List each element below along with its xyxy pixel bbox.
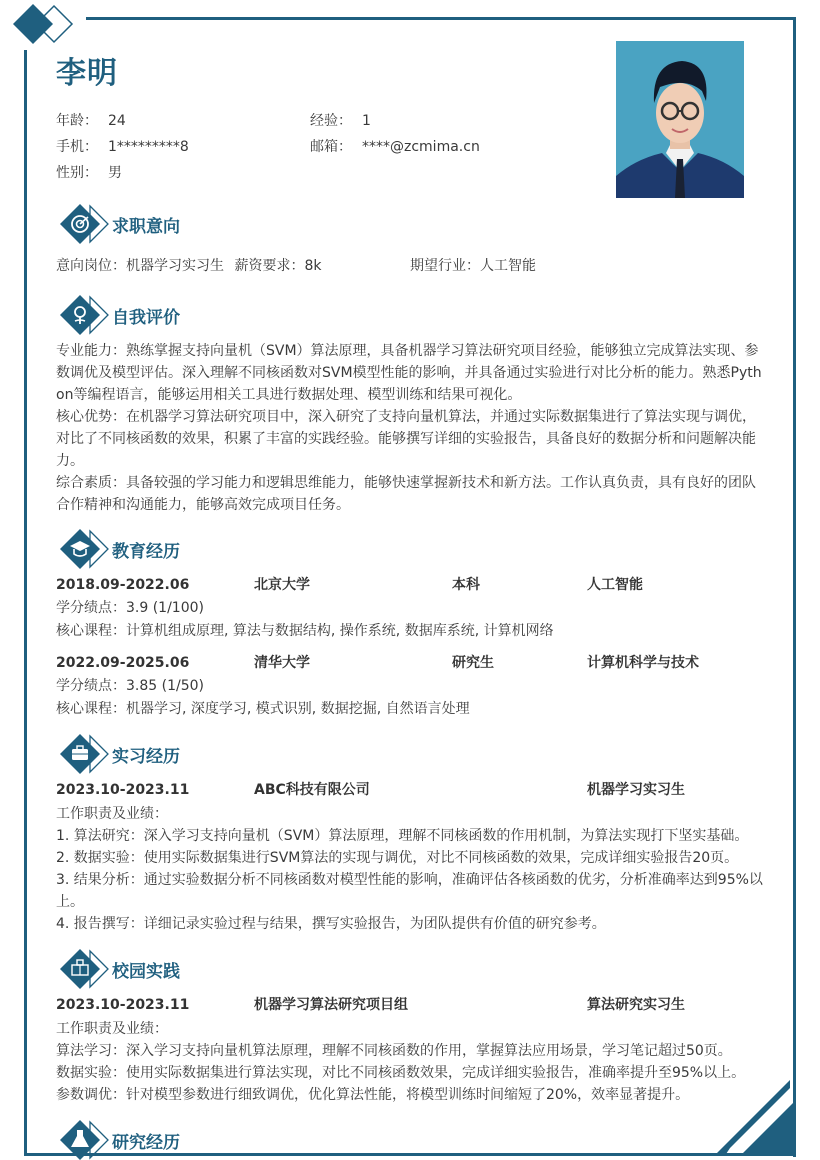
candidate-name: 李明 — [56, 56, 118, 91]
edu-2-school: 清华大学 — [254, 655, 310, 671]
gender-field — [56, 163, 122, 183]
salary-label: 薪资要求： — [234, 258, 305, 274]
edu-1-school: 北京大学 — [254, 577, 310, 593]
campus-item-1: 算法学习：深入学习支持向量机算法原理，理解不同核函数的作用，掌握算法应用场景，学习笔记超过50页。 — [56, 1043, 732, 1059]
campus-duty-label: 工作职责及业绩： — [56, 1021, 168, 1037]
intern-role: 机器学习实习生 — [587, 782, 685, 798]
self-eval-professional: 专业能力：熟练掌握支持向量机（SVM）算法原理，具备机器学习算法研究项目经验，能够独立完成算法实现、参数调优及模型评估。深入理解不同核函数对SVM模型性能的影响，并具备通过实验进行对比分析的能力。熟悉Python等编程语言，能够运用相关工具进行数据处理、模型训练和结果可视化。 — [56, 343, 762, 403]
email-value: ****@zcmima.cn — [362, 139, 480, 155]
section-header-intent — [58, 204, 180, 244]
experience-label: 经验： — [310, 113, 352, 129]
profile-photo — [616, 41, 744, 198]
campus-period: 2023.10-2023.11 — [56, 997, 190, 1013]
email-label: 邮箱： — [310, 139, 352, 155]
frame-right-border — [793, 17, 796, 1157]
section-header-research — [58, 1120, 180, 1160]
email-field — [310, 137, 480, 157]
edu-2-period: 2022.09-2025.06 — [56, 655, 190, 671]
section-header-internship — [58, 734, 180, 774]
campus-role: 算法研究实习生 — [587, 997, 685, 1013]
industry-label: 期望行业： — [410, 258, 480, 274]
target-icon — [58, 204, 112, 244]
salary-value: 8k — [304, 258, 322, 274]
flask-icon — [58, 1120, 112, 1160]
intern-item-4: 4. 报告撰写：详细记录实验过程与结果，撰写实验报告，为团队提供有价值的研究参考。 — [56, 916, 606, 932]
edu-1-degree: 本科 — [452, 577, 480, 593]
section-header-campus — [58, 949, 180, 989]
flower-icon — [58, 295, 112, 335]
section-title: 实习经历 — [112, 746, 180, 767]
age-value: 24 — [108, 113, 126, 129]
edu-1-courses: 核心课程：计算机组成原理, 算法与数据结构, 操作系统, 数据库系统, 计算机网络 — [56, 623, 554, 639]
section-title: 自我评价 — [112, 307, 180, 328]
briefcase-icon — [58, 734, 112, 774]
graduation-cap-icon — [58, 529, 112, 569]
campus-item-2: 数据实验：使用实际数据集进行算法实现，对比不同核函数效果，完成详细实验报告，准确率提升至95%以上。 — [56, 1065, 746, 1081]
self-eval-core-strength: 核心优势：在机器学习算法研究项目中，深入研究了支持向量机算法，并通过实际数据集进行了算法实现与调优，对比了不同核函数的效果，积累了丰富的实践经验。能够撰写详细的实验报告，具备良好的数据分析和问题解决能力。 — [56, 409, 756, 469]
section-title: 校园实践 — [112, 961, 180, 982]
gender-label: 性别： — [56, 165, 98, 181]
edu-1-major: 人工智能 — [587, 577, 643, 593]
edu-2-gpa: 学分绩点：3.85 (1/50) — [56, 678, 204, 694]
edu-2-major: 计算机科学与技术 — [587, 655, 699, 671]
section-title: 研究经历 — [112, 1132, 180, 1153]
phone-label: 手机： — [56, 139, 98, 155]
industry-value: 人工智能 — [480, 258, 536, 274]
intent-position — [56, 255, 321, 277]
edu-2-courses: 核心课程：机器学习, 深度学习, 模式识别, 数据挖掘, 自然语言处理 — [56, 701, 470, 717]
section-header-education — [58, 529, 180, 569]
intern-duty-label: 工作职责及业绩： — [56, 806, 168, 822]
section-title: 求职意向 — [112, 216, 180, 237]
corner-triangle-decoration — [716, 1074, 796, 1154]
age-label: 年龄： — [56, 113, 98, 129]
intern-period: 2023.10-2023.11 — [56, 782, 190, 798]
intent-industry — [410, 255, 536, 277]
corner-diamond-decoration — [8, 0, 78, 50]
position-value: 机器学习实习生 — [126, 258, 224, 274]
edu-2-degree: 研究生 — [452, 655, 494, 671]
self-eval-overall: 综合素质：具备较强的学习能力和逻辑思维能力，能够快速掌握新技术和新方法。工作认真负责，具有良好的团队合作精神和沟通能力，能够高效完成项目任务。 — [56, 475, 756, 513]
intern-item-2: 2. 数据实验：使用实际数据集进行SVM算法的实现与调优，对比不同核函数的效果，完成详细实验报告20页。 — [56, 850, 739, 866]
frame-top-border — [86, 17, 796, 20]
intern-item-3: 3. 结果分析：通过实验数据分析不同核函数对模型性能的影响，准确评估各核函数的优劣，分析准确率达到95%以上。 — [56, 872, 763, 910]
experience-field — [310, 111, 371, 131]
intern-item-1: 1. 算法研究：深入学习支持向量机（SVM）算法原理，理解不同核函数的作用机制，为算法实现打下坚实基础。 — [56, 828, 749, 844]
edu-1-period: 2018.09-2022.06 — [56, 577, 190, 593]
intern-company: ABC科技有限公司 — [254, 782, 370, 798]
position-label: 意向岗位： — [56, 258, 126, 274]
age-field — [56, 111, 126, 131]
campus-item-3: 参数调优：针对模型参数进行细致调优，优化算法性能，将模型训练时间缩短了20%，效率显著提升。 — [56, 1087, 690, 1103]
phone-value: 1*********8 — [108, 139, 189, 155]
campus-org: 机器学习算法研究项目组 — [254, 997, 408, 1013]
building-icon — [58, 949, 112, 989]
section-header-self-eval — [58, 295, 180, 335]
phone-field — [56, 137, 189, 157]
edu-1-gpa: 学分绩点：3.9 (1/100) — [56, 600, 204, 616]
section-title: 教育经历 — [112, 541, 180, 562]
frame-left-border — [24, 50, 27, 1156]
experience-value: 1 — [362, 113, 371, 129]
gender-value: 男 — [108, 165, 122, 181]
